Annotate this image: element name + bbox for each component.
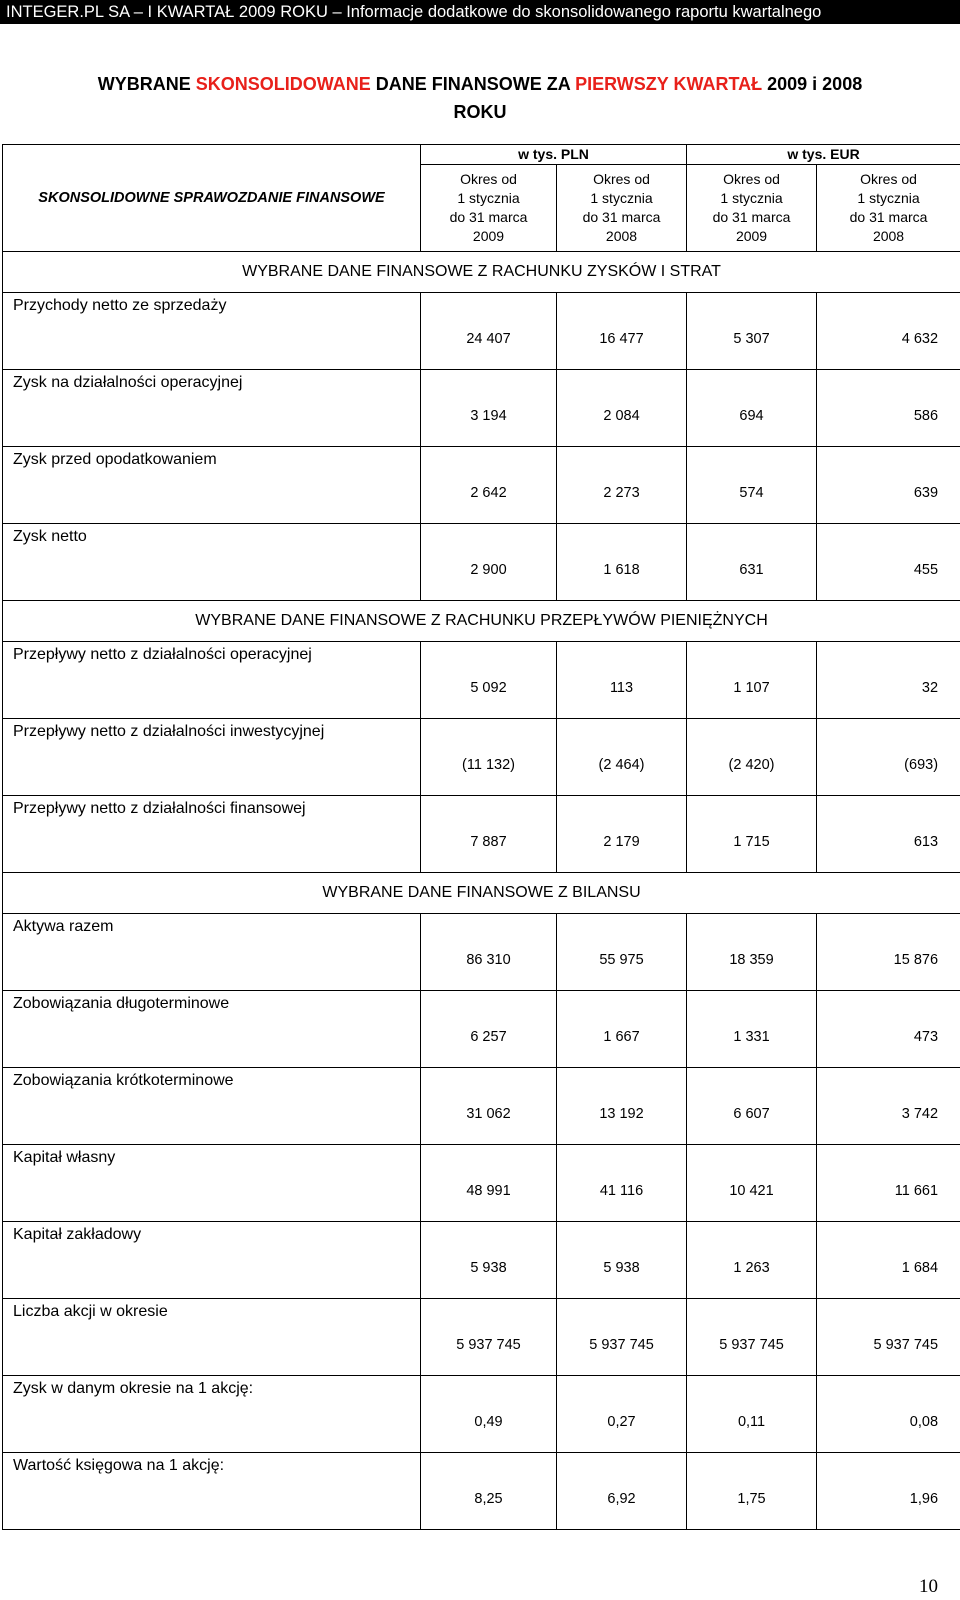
table-cell: 6 257 <box>421 991 557 1068</box>
table-cell: 5 937 745 <box>687 1299 817 1376</box>
table-row <box>3 1376 960 1453</box>
currency-header-row <box>3 145 960 165</box>
corner-label: SKONSOLIDOWNE SPRAWOZDANIE FINANSOWE <box>3 145 421 252</box>
table-cell: (693) <box>817 719 960 796</box>
table-cell: 1 263 <box>687 1222 817 1299</box>
table-cell: 1 618 <box>557 524 687 601</box>
table-row <box>3 447 960 524</box>
table-cell: 7 887 <box>421 796 557 873</box>
row-label: Przepływy netto z działalności inwestycyjnej <box>3 719 421 796</box>
table-row <box>3 796 960 873</box>
table-cell: 2 900 <box>421 524 557 601</box>
row-label: Zobowiązania krótkoterminowe <box>3 1068 421 1145</box>
row-label: Przepływy netto z działalności finansowej <box>3 796 421 873</box>
title-line-2: ROKU <box>453 102 507 122</box>
table-cell: 0,11 <box>687 1376 817 1453</box>
table-cell: 5 938 <box>557 1222 687 1299</box>
table-cell: 1 715 <box>687 796 817 873</box>
table-cell: 574 <box>687 447 817 524</box>
column-header: Okres od 1 stycznia do 31 marca 2009 <box>421 165 557 252</box>
title-part-2: SKONSOLIDOWANE <box>195 74 371 94</box>
table-cell: 473 <box>817 991 960 1068</box>
table-cell: 1 331 <box>687 991 817 1068</box>
table-cell: 31 062 <box>421 1068 557 1145</box>
table-row <box>3 1222 960 1299</box>
title-part-5: 2009 i 2008 <box>762 74 863 94</box>
page-number: 10 <box>919 1576 938 1597</box>
table-cell: 2 642 <box>421 447 557 524</box>
section-title: WYBRANE DANE FINANSOWE Z RACHUNKU PRZEPŁYWÓW PIENIĘŻNYCH <box>3 601 960 642</box>
table-row <box>3 524 960 601</box>
section-header-row <box>3 601 960 642</box>
table-cell: 1 667 <box>557 991 687 1068</box>
table-cell: 4 632 <box>817 293 960 370</box>
table-cell: (2 464) <box>557 719 687 796</box>
table-cell: 6,92 <box>557 1453 687 1530</box>
column-header: Okres od 1 stycznia do 31 marca 2008 <box>557 165 687 252</box>
row-label: Przepływy netto z działalności operacyjnej <box>3 642 421 719</box>
column-header: Okres od 1 stycznia do 31 marca 2008 <box>817 165 960 252</box>
table-cell: 2 273 <box>557 447 687 524</box>
table-row <box>3 1145 960 1222</box>
table-cell: 86 310 <box>421 914 557 991</box>
table-cell: 5 307 <box>687 293 817 370</box>
table-cell: 24 407 <box>421 293 557 370</box>
title-part-3: DANE FINANSOWE ZA <box>370 74 576 94</box>
table-cell: 5 937 745 <box>557 1299 687 1376</box>
table-cell: 41 116 <box>557 1145 687 1222</box>
table-row <box>3 370 960 447</box>
table-cell: 48 991 <box>421 1145 557 1222</box>
table-cell: 455 <box>817 524 960 601</box>
row-label: Liczba akcji w okresie <box>3 1299 421 1376</box>
section-title: WYBRANE DANE FINANSOWE Z RACHUNKU ZYSKÓW I STRAT <box>3 252 960 293</box>
row-label: Wartość księgowa na 1 akcję: <box>3 1453 421 1530</box>
table-cell: 631 <box>687 524 817 601</box>
currency-pln: w tys. PLN <box>421 145 687 165</box>
table-cell: 32 <box>817 642 960 719</box>
table-cell: 11 661 <box>817 1145 960 1222</box>
table-cell: 0,08 <box>817 1376 960 1453</box>
table-cell: 8,25 <box>421 1453 557 1530</box>
section-title: WYBRANE DANE FINANSOWE Z BILANSU <box>3 873 960 914</box>
table-cell: 0,27 <box>557 1376 687 1453</box>
section-header-row <box>3 873 960 914</box>
table-cell: 1,96 <box>817 1453 960 1530</box>
row-label: Zysk na działalności operacyjnej <box>3 370 421 447</box>
running-header: INTEGER.PL SA – I KWARTAŁ 2009 ROKU – Informacje dodatkowe do skonsolidowanego raportu kwartalnego <box>0 0 960 24</box>
table-cell: 10 421 <box>687 1145 817 1222</box>
row-label: Zysk przed opodatkowaniem <box>3 447 421 524</box>
table-row <box>3 1068 960 1145</box>
table-cell: 0,49 <box>421 1376 557 1453</box>
table-row <box>3 293 960 370</box>
table-cell: 2 084 <box>557 370 687 447</box>
title-part-1: WYBRANE <box>97 74 196 94</box>
table-cell: 694 <box>687 370 817 447</box>
table-cell: 18 359 <box>687 914 817 991</box>
table-cell: 1 684 <box>817 1222 960 1299</box>
table-cell: 2 179 <box>557 796 687 873</box>
table-cell: 55 975 <box>557 914 687 991</box>
table-cell: 5 937 745 <box>817 1299 960 1376</box>
table-cell: 639 <box>817 447 960 524</box>
row-label: Aktywa razem <box>3 914 421 991</box>
table-cell: 613 <box>817 796 960 873</box>
document-title <box>0 70 960 126</box>
table-cell: 5 937 745 <box>421 1299 557 1376</box>
financial-table-body <box>3 145 960 1530</box>
table-cell: 586 <box>817 370 960 447</box>
table-row <box>3 991 960 1068</box>
table-cell: 6 607 <box>687 1068 817 1145</box>
table-cell: 15 876 <box>817 914 960 991</box>
financial-table <box>2 144 960 1530</box>
table-row <box>3 719 960 796</box>
currency-eur: w tys. EUR <box>687 145 960 165</box>
table-cell: 13 192 <box>557 1068 687 1145</box>
table-cell: 3 194 <box>421 370 557 447</box>
table-cell: 1 107 <box>687 642 817 719</box>
table-cell: 5 092 <box>421 642 557 719</box>
table-cell: (2 420) <box>687 719 817 796</box>
row-label: Zobowiązania długoterminowe <box>3 991 421 1068</box>
section-header-row <box>3 252 960 293</box>
row-label: Kapitał zakładowy <box>3 1222 421 1299</box>
table-cell: 3 742 <box>817 1068 960 1145</box>
table-row <box>3 1453 960 1530</box>
column-header: Okres od 1 stycznia do 31 marca 2009 <box>687 165 817 252</box>
table-row <box>3 642 960 719</box>
table-cell: 16 477 <box>557 293 687 370</box>
table-row <box>3 914 960 991</box>
row-label: Przychody netto ze sprzedaży <box>3 293 421 370</box>
row-label: Kapitał własny <box>3 1145 421 1222</box>
table-cell: 1,75 <box>687 1453 817 1530</box>
row-label: Zysk w danym okresie na 1 akcję: <box>3 1376 421 1453</box>
table-cell: (11 132) <box>421 719 557 796</box>
table-cell: 5 938 <box>421 1222 557 1299</box>
table-row <box>3 1299 960 1376</box>
title-part-4: PIERWSZY KWARTAŁ <box>575 74 763 94</box>
table-cell: 113 <box>557 642 687 719</box>
row-label: Zysk netto <box>3 524 421 601</box>
